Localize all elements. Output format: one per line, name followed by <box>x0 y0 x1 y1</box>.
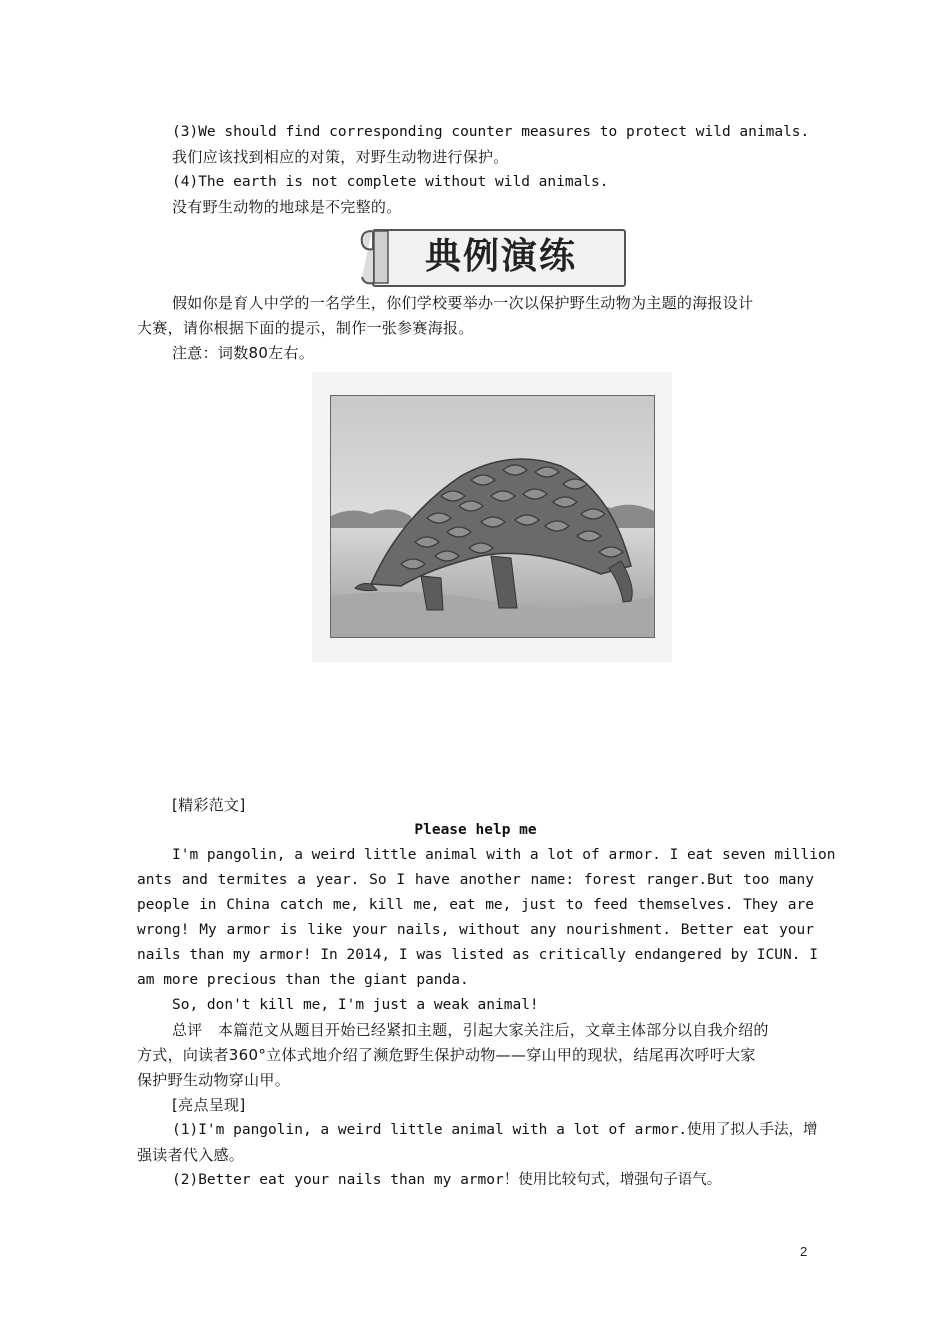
sentence-4-zh: 没有野生动物的地球是不完整的。 <box>172 198 402 216</box>
review-line-3: 保护野生动物穿山甲。 <box>137 1071 291 1089</box>
task-line-1: 假如你是育人中学的一名学生，你们学校要举办一次以保护野生动物为主题的海报设计 <box>172 294 754 312</box>
essay-line: ants and termites a year. So I have another name: forest ranger.But too many <box>137 872 814 888</box>
page-number: 2 <box>800 1244 808 1259</box>
sample-label: [精彩范文] <box>172 796 246 814</box>
essay-line: I'm pangolin, a weird little animal with a lot of armor. I eat seven million <box>172 847 836 863</box>
highlight-2: (2)Better eat your nails than my armor！使用比较句式，增强句子语气。 <box>172 1172 722 1188</box>
essay-line: wrong! My armor is like your nails, without any nourishment. Better eat your <box>137 922 814 938</box>
essay-title: Please help me <box>414 822 537 838</box>
sentence-3-en: (3)We should find corresponding counter measures to protect wild animals. <box>172 124 810 140</box>
sentence-4-en: (4)The earth is not complete without wild animals. <box>172 174 609 190</box>
essay-closing: So, don't kill me, I'm just a weak animal! <box>172 997 539 1013</box>
pangolin-photo <box>330 395 655 638</box>
section-banner <box>358 225 626 287</box>
sentence-3-zh: 我们应该找到相应的对策，对野生动物进行保护。 <box>172 148 509 166</box>
highlight-1-line-1: (1)I'm pangolin, a weird little animal with a lot of armor.使用了拟人手法，增 <box>172 1122 818 1138</box>
task-note: 注意：词数80左右。 <box>172 344 315 362</box>
review-line-2: 方式，向读者360°立体式地介绍了濒危野生保护动物——穿山甲的现状，结尾再次呼吁大家 <box>137 1046 756 1064</box>
review-line-1: 总评 本篇范文从题目开始已经紧扣主题，引起大家关注后，文章主体部分以自我介绍的 <box>172 1021 769 1039</box>
essay-line: am more precious than the giant panda. <box>137 972 469 988</box>
essay-line: nails than my armor! In 2014, I was listed as critically endangered by ICUN. I <box>137 947 818 963</box>
highlights-label: [亮点呈现] <box>172 1096 246 1114</box>
highlight-1-line-2: 强读者代入感。 <box>137 1146 245 1164</box>
essay-line: people in China catch me, kill me, eat me, just to feed themselves. They are <box>137 897 814 913</box>
task-line-2: 大赛，请你根据下面的提示，制作一张参赛海报。 <box>137 319 474 337</box>
banner-title: 典例演练 <box>424 235 577 277</box>
scroll-curl-icon <box>358 225 390 287</box>
